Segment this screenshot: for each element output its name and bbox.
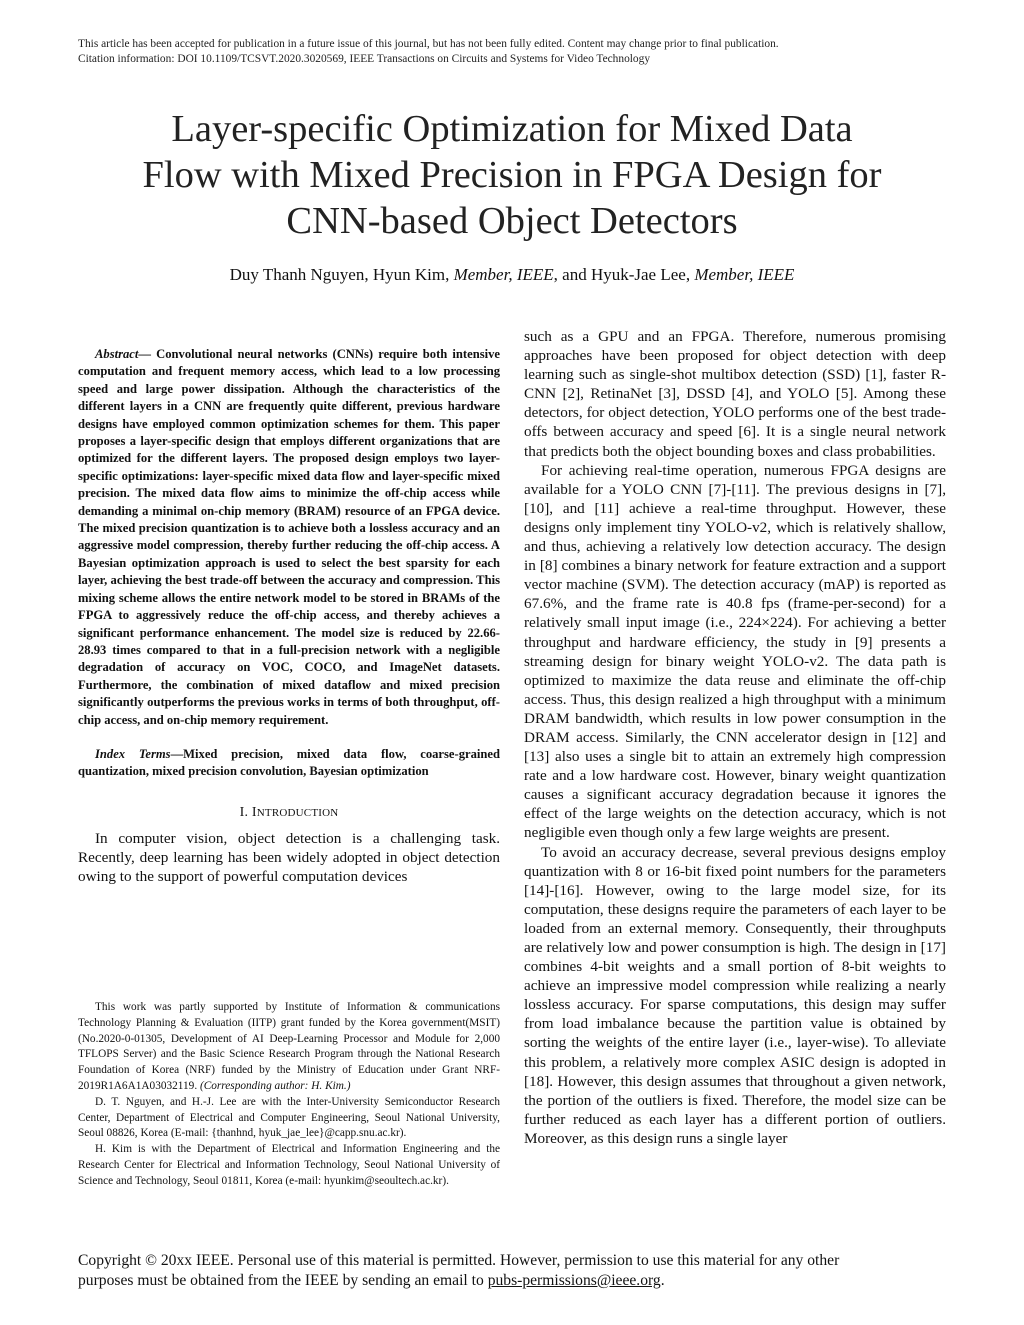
authors-names-2: , and Hyuk-Jae Lee, xyxy=(553,265,695,284)
section-title-rest: NTRODUCTION xyxy=(256,806,339,819)
copyright-text: purposes must be obtained from the IEEE by sending an email to xyxy=(78,1272,488,1289)
intro-text: In computer vision, object detection is a challenging task. Recently, deep learning has been widely adopted in object detection owing to the support of powerful computation devices xyxy=(78,829,500,885)
title-line-2: Flow with Mixed Precision in FPGA Design for xyxy=(142,154,882,196)
abstract-label: Abstract xyxy=(95,347,139,361)
author-role-2: Member, IEEE xyxy=(694,265,795,284)
index-terms-text: —Mixed precision, mixed data flow, coarse-grained quantization, mixed precision convolution, Bayesian optimization xyxy=(78,746,500,779)
section-heading-introduction xyxy=(78,803,500,823)
journal-header xyxy=(78,37,948,67)
author-role-1: Member, IEEE xyxy=(453,265,554,284)
copyright-line-1: Copyright © 20xx IEEE. Personal use of this material is permitted. However, permission to use this material for any other xyxy=(78,1252,840,1269)
footnote-affiliation-1: D. T. Nguyen, and H.-J. Lee are with the Inter-University Semiconductor Research Center, Department of Electrical and Computer Engineering, Seoul National University, Seoul 08826, Korea (E-mail: {thanhnd, hyuk_jae_lee}@capp.snu.ac.kr). xyxy=(78,1095,500,1140)
intro-paragraph xyxy=(78,829,500,886)
author-list xyxy=(60,264,964,286)
section-title-first: I xyxy=(251,804,257,820)
footnote-corresponding: (Corresponding author: H. Kim.) xyxy=(199,1079,351,1092)
footnote-affiliation-2: H. Kim is with the Department of Electrical and Information Engineering and the Research Center for Electrical and Information Technology, Seoul National University of Science and Technology, Seoul 01811, Korea (e-mail: hyunkim@seoultech.ac.kr). xyxy=(78,1143,500,1187)
header-line-1: This article has been accepted for publication in a future issue of this journal, but has not been fully edited. Content may change prior to final publication. xyxy=(78,38,779,50)
copyright-notice xyxy=(78,1251,958,1291)
index-terms xyxy=(78,746,500,781)
right-column xyxy=(524,327,946,1148)
title-line-3: CNN-based Object Detectors xyxy=(286,200,738,242)
section-number: I. xyxy=(239,804,249,820)
title-line-1: Layer-specific Optimization for Mixed Data xyxy=(171,108,853,150)
abstract-text: — Convolutional neural networks (CNNs) require both intensive computation and frequent memory access, which lead to a low processing speed and large power dissipation. Although the characteristics of the different layers in a CNN are frequently quite different, previous hardware designs have employed common optimization schemes for them. This paper proposes a layer-specific design that employs different organizations that are optimized for the different layers. The proposed design employs two layer-specific optimizations: layer-specific mixed data flow and layer-specific mixed precision. The mixed data flow aims to minimize the off-chip access while demanding a minimal on-chip memory (BRAM) resource of an FPGA device. The mixed precision quantization is to achieve both a lossless accuracy and an aggressive model compression, thereby further reducing the off-chip access. A Bayesian optimization approach is used to select the best sparsity for each layer, achieving the best trade-off between the accuracy and compression. This mixing scheme allows the entire network model to be stored in BRAMs of the FPGA to aggressively reduce the off-chip access, and thereby achieves a significant performance enhancement. The model size is reduced by 22.66-28.93 times compared to that in a full-precision network with a negligible degradation of accuracy on VOC, COCO, and ImageNet datasets. Furthermore, the combination of mixed dataflow and mixed precision significantly outperforms the previous works in terms of both throughput, off-chip access, and on-chip memory requirement. xyxy=(78,347,500,727)
abstract xyxy=(78,346,500,729)
copyright-period: . xyxy=(660,1272,665,1289)
right-paragraph-2: For achieving real-time operation, numerous FPGA designs are available for a YOLO CNN [7]-[11]. The previous designs in [7], [10], and [11] achieve a real-time throughput. However, these designs only implement tiny YOLO-v2, which is relatively shallow, and thus, achieving a relatively low detection accuracy. The design in [8] combines a binary network for feature extraction and a support vector machine (SVM). The detection accuracy (mAP) is reported as 67.6%, and the frame rate is 40.8 fps (frame-per-second) for a relatively small input image (i.e., 224×224). For achieving a better throughput and hardware efficiency, the study in [9] presents a streaming design for binary weight YOLO-v2. The data path is optimized to maximize the data reuse and eliminate the off-chip access. Thus, this design realized a high throughput with a minimum DRAM bandwidth, which results in low power consumption in the DRAM access. Similarly, the CNN accelerator design in [12] and [13] also uses a single bit to attain an extremely high compression rate and a low hardware cost. However, binary weight quantization causes a significant accuracy degradation because it ignores the effect of the large weights on the detection accuracy, which is not negligible even though only a few large weights are present. xyxy=(524,461,946,842)
authors-names-1: Duy Thanh Nguyen, Hyun Kim, xyxy=(229,265,454,284)
index-terms-label: Index Terms xyxy=(95,746,171,761)
copyright-line-2 xyxy=(78,1271,958,1291)
footnote xyxy=(78,1000,500,1190)
left-column xyxy=(78,346,500,886)
right-paragraph-1: such as a GPU and an FPGA. Therefore, numerous promising approaches have been proposed for object detection with deep learning such as single-shot multibox detection (SSD) [1], faster R-CNN [2], RetinaNet [3], DSSD [4], and YOLO [5]. Among these detectors, for object detection, YOLO performs one of the best trade-offs between accuracy and speed [6]. It is a single neural network that predicts both the object bounding boxes and class probabilities. xyxy=(524,328,946,460)
permissions-email-link[interactable]: pubs-permissions@ieee.org xyxy=(487,1272,661,1289)
header-line-2: Citation information: DOI 10.1109/TCSVT.2020.3020569, IEEE Transactions on Circuits and Systems for Video Technology xyxy=(78,53,651,65)
paper-title xyxy=(90,106,934,244)
footnote-funding: This work was partly supported by Institute of Information & communications Technology Planning & Evaluation (IITP) grant funded by the Korea government(MSIT) (No.2020-0-01305, Development of AI Deep-Learning Processor and Module for 2,000 TFLOPS Server) and the Basic Science Research Program through the National Research Foundation of Korea (NRF) funded by the Ministry of Education under Grant NRF-2019R1A6A1A03032119. xyxy=(78,1001,500,1092)
right-paragraph-3: To avoid an accuracy decrease, several previous designs employ quantization with 8 or 16-bit fixed point numbers for the parameters [14]-[16]. However, owing to the large model size, for its computation, these designs require the parameters of each layer to be loaded from an external memory. Consequently, their throughputs are relatively low and power consumption is high. The design in [17] combines 4-bit weights and a small portion of 8-bit weights to achieve an impressive model compression while realizing a nearly lossless accuracy. For sparse computations, this design may suffer from load imbalance because the partition value is obtained by sorting the weights of the entire layer (i.e., layer-wise). To alleviate this problem, a relatively more complex ASIC design is adopted in [18]. However, this design assumes that throughout a given network, the portion of the outliers is fixed. Therefore, the model size can be further reduced as each layer has a different portion of outliers. Moreover, as this design runs a single layer xyxy=(524,843,946,1147)
